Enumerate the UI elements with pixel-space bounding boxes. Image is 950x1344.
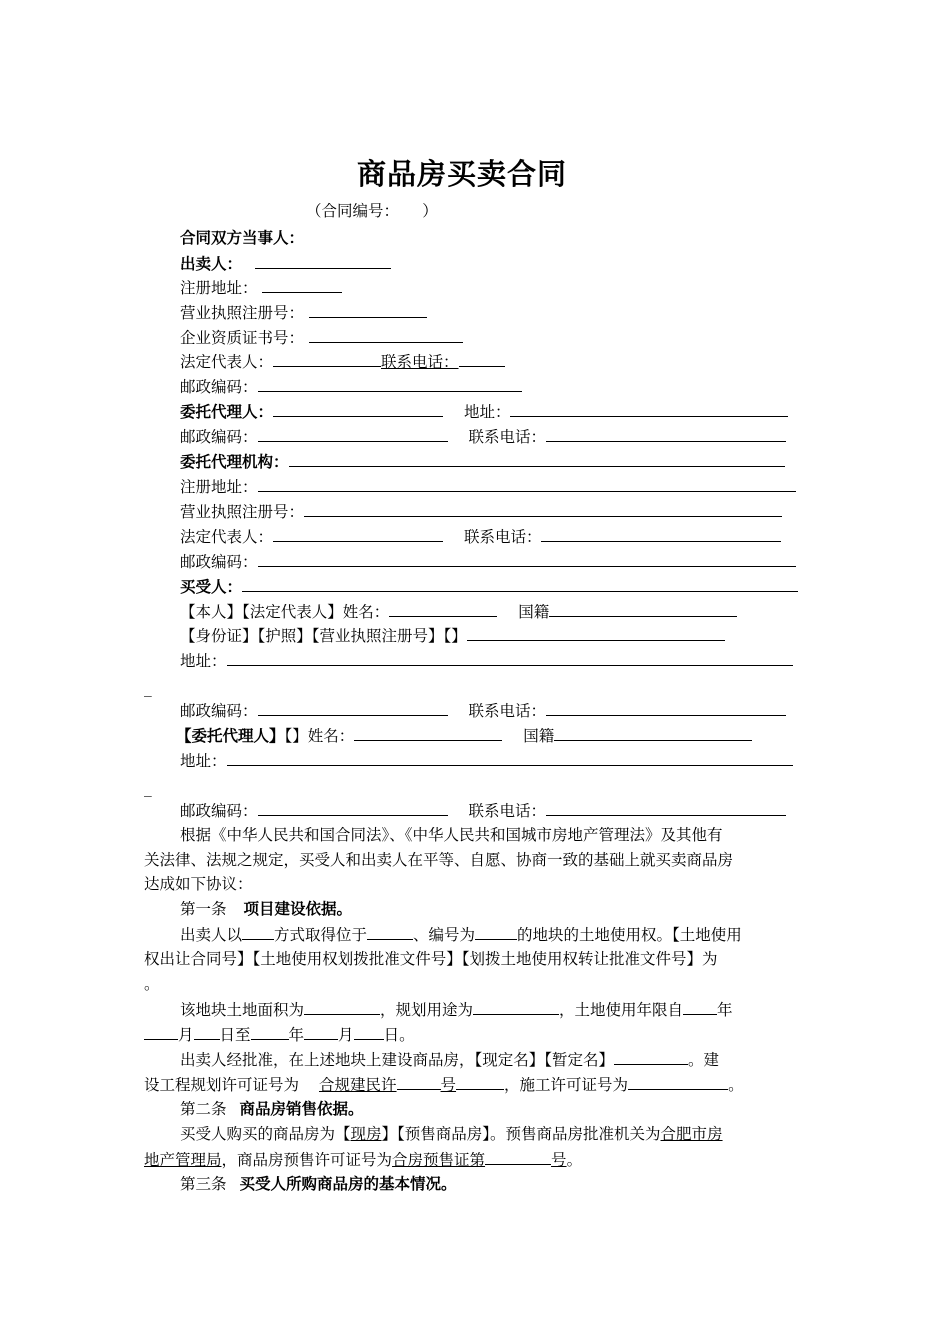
agency-legal-rep-label: 法定代表人：: [180, 528, 274, 546]
house-type-current: 现房: [350, 1125, 382, 1143]
parties-heading: 合同双方当事人：: [180, 229, 305, 247]
article-1-text: 年: [717, 1001, 733, 1019]
article-2-text: 。: [566, 1151, 583, 1169]
buyer-agent-address-row: [180, 750, 793, 771]
article-1-text: 月: [338, 1026, 354, 1044]
seller-license-row: [180, 302, 427, 323]
buyer-id-row: [180, 625, 725, 646]
agent-phone-label: 联系电话：: [468, 428, 546, 446]
article-1-p3-line2: [144, 1074, 744, 1095]
buyer-label: 买受人：: [180, 578, 243, 596]
seller-reg-addr-label: 注册地址：: [180, 279, 258, 297]
article-1-text: 方式取得位于: [274, 926, 368, 944]
article-1-p2-line2: [144, 1024, 415, 1045]
seller-license-field[interactable]: [309, 302, 427, 318]
article-2-p1-line2: [144, 1149, 582, 1170]
buyer-postcode-row: [180, 700, 786, 721]
buyer-agent-postcode-field[interactable]: [258, 800, 448, 816]
land-area-field[interactable]: [304, 999, 380, 1015]
agent-phone-field[interactable]: [546, 426, 786, 442]
article-1-text: ，规划用途为: [380, 1001, 474, 1019]
article-1-p1-line2: 权出让合同号】【土地使用权划拨批准文件号】【划拨土地使用权转让批准文件号】为: [144, 950, 718, 968]
article-2-p1-line1: [180, 1124, 723, 1144]
agency-field[interactable]: [289, 451, 785, 467]
article-1-p2-line1: [180, 999, 733, 1020]
buyer-agent-phone-label: 联系电话：: [468, 802, 546, 820]
agent-postcode-field[interactable]: [258, 426, 448, 442]
buyer-address-field[interactable]: [227, 650, 793, 666]
seller-postcode-field[interactable]: [258, 376, 522, 392]
presale-permit-prefix: 合房预售证第: [392, 1151, 486, 1169]
agency-label: 委托代理机构：: [180, 453, 289, 471]
seller-qualification-field[interactable]: [309, 327, 463, 343]
article-1-heading: [180, 899, 352, 919]
seller-qualification-row: [180, 327, 463, 348]
buyer-agent-phone-field[interactable]: [546, 800, 786, 816]
agency-legal-rep-field[interactable]: [273, 526, 443, 542]
buyer-agent-name-field[interactable]: [354, 725, 502, 741]
buyer-postcode-label: 邮政编码：: [180, 702, 258, 720]
agency-license-row: [180, 501, 782, 522]
agent-address-label: 地址：: [463, 403, 511, 421]
buyer-field[interactable]: [242, 576, 798, 592]
article-1-text: 出卖人经批准，在上述地块上建设商品房，【现定名】【暂定名】: [180, 1051, 615, 1069]
article-1-text: 年: [288, 1026, 305, 1044]
buyer-agent-name-label: 【】姓名：: [284, 727, 355, 745]
agency-postcode-label: 邮政编码：: [180, 553, 258, 571]
article-2-heading: [180, 1099, 363, 1119]
planning-permit-suffix: 号: [440, 1076, 457, 1094]
seller-field[interactable]: [255, 253, 391, 269]
buyer-agent-row: [176, 725, 752, 746]
planning-permit-number-field[interactable]: [397, 1074, 441, 1090]
buyer-address-row: [180, 650, 793, 671]
agent-field[interactable]: [273, 401, 443, 417]
buyer-nationality-label: 国籍: [518, 603, 550, 621]
seller-legal-rep-label: 法定代表人：: [180, 353, 274, 371]
agency-reg-addr-label: 注册地址：: [180, 478, 258, 496]
seller-postcode-row: [180, 376, 522, 397]
article-1-p1-line1: [180, 924, 742, 945]
buyer-id-field[interactable]: [467, 625, 725, 641]
article-1-text: ，土地使用年限自: [559, 1001, 684, 1019]
buyer-name-label: 【本人】【法定代表人】姓名：: [180, 603, 390, 621]
seller-legal-rep-row: [180, 351, 505, 372]
agent-label: 委托代理人：: [180, 403, 274, 421]
approval-authority: 合肥市房: [660, 1125, 723, 1143]
seller-reg-addr-field[interactable]: [262, 277, 342, 293]
preamble-line-2: 关法律、法规之规定，买受人和出卖人在平等、自愿、协商一致的基础上就买卖商品房: [144, 851, 734, 869]
seller-postcode-label: 邮政编码：: [180, 378, 258, 396]
article-1-text: ，施工许可证号为: [504, 1076, 629, 1094]
construction-permit-field[interactable]: [628, 1074, 728, 1090]
seller-row: [180, 253, 391, 274]
article-1-text: 出卖人以: [180, 926, 243, 944]
article-1-p3-line1: [180, 1049, 719, 1070]
article-1-number: 第一条: [180, 900, 227, 918]
planning-permit-tail-field[interactable]: [456, 1074, 504, 1090]
article-1-title: 项目建设依据。: [243, 900, 352, 918]
article-1-text: 月: [178, 1026, 194, 1044]
agency-postcode-row: [180, 551, 796, 572]
buyer-agent-address-label: 地址：: [180, 752, 227, 770]
project-name-field[interactable]: [614, 1049, 688, 1065]
preamble-line-1: 根据《中华人民共和国合同法》、《中华人民共和国城市房地产管理法》及其他有: [180, 826, 723, 844]
approval-authority-continued: 地产管理局: [144, 1151, 222, 1169]
seller-phone-field[interactable]: [459, 351, 505, 367]
end-year-field[interactable]: [251, 1024, 289, 1040]
seller-qualification-label: 企业资质证书号：: [180, 329, 305, 347]
article-2-title: 商品房销售依据。: [239, 1100, 364, 1118]
agent-row: [180, 401, 788, 422]
presale-permit-number-field[interactable]: [485, 1149, 551, 1165]
buyer-agent-nationality-label: 国籍: [523, 727, 555, 745]
article-2-text: ，商品房预售许可证号为: [221, 1151, 393, 1169]
article-1-text: 的地块的土地使用权。【土地使用: [517, 926, 742, 944]
land-number-field[interactable]: [475, 924, 517, 940]
agent-address-field[interactable]: [510, 401, 788, 417]
land-location-field[interactable]: [367, 924, 413, 940]
article-1-text: 日。: [383, 1026, 415, 1044]
seller-legal-rep-field[interactable]: [273, 351, 381, 367]
agency-reg-addr-row: [180, 476, 796, 497]
buyer-postcode-field[interactable]: [258, 700, 448, 716]
agency-phone-label: 联系电话：: [463, 528, 542, 546]
agency-license-label: 营业执照注册号：: [180, 503, 305, 521]
agency-postcode-field[interactable]: [258, 551, 796, 567]
buyer-agent-address-continuation: _: [144, 779, 152, 797]
article-1-text: 日至: [219, 1026, 251, 1044]
article-1-p1-line3: 。: [144, 975, 160, 993]
article-3-heading: [180, 1174, 456, 1194]
article-2-text: 买受人购买的商品房为【: [180, 1125, 351, 1143]
buyer-address-continuation: _: [144, 679, 152, 697]
seller-license-label: 营业执照注册号：: [180, 304, 305, 322]
buyer-address-label: 地址：: [180, 652, 227, 670]
buyer-id-types: 【身份证】【护照】【营业执照注册号】【】: [180, 627, 467, 645]
buyer-agent-nationality-field[interactable]: [554, 725, 752, 741]
agency-phone-field[interactable]: [541, 526, 781, 542]
article-3-number: 第三条: [180, 1175, 227, 1193]
presale-permit-suffix: 号: [551, 1151, 567, 1169]
buyer-agent-address-field[interactable]: [227, 750, 793, 766]
start-day-field[interactable]: [194, 1024, 220, 1040]
start-month-field[interactable]: [144, 1024, 178, 1040]
buyer-nationality-field[interactable]: [549, 601, 737, 617]
seller-reg-addr-row: [180, 277, 342, 298]
end-month-field[interactable]: [304, 1024, 338, 1040]
buyer-agent-label: 【委托代理人】: [176, 727, 285, 745]
start-year-field[interactable]: [683, 999, 717, 1015]
article-2-number: 第二条: [180, 1100, 227, 1118]
agent-postcode-row: [180, 426, 786, 447]
agency-legal-rep-row: [180, 526, 781, 547]
buyer-name-field[interactable]: [389, 601, 497, 617]
article-2-text: 】【预售商品房】。预售商品房批准机关为: [381, 1125, 661, 1143]
acquisition-method-field[interactable]: [242, 924, 274, 940]
article-1-text: 。: [728, 1076, 744, 1094]
contract-number: （合同编号： ）: [306, 202, 438, 220]
article-1-text: 设工程规划许可证号为: [144, 1076, 300, 1094]
article-1-text: 。建: [688, 1051, 720, 1069]
document-title: 商品房买卖合同: [356, 157, 567, 191]
preamble-line-3: 达成如下协议：: [144, 875, 253, 893]
article-3-title: 买受人所购商品房的基本情况。: [239, 1175, 457, 1193]
agency-license-field[interactable]: [304, 501, 782, 517]
agent-postcode-label: 邮政编码：: [180, 428, 258, 446]
buyer-agent-postcode-row: [180, 800, 786, 821]
buyer-phone-label: 联系电话：: [468, 702, 546, 720]
agency-reg-addr-field[interactable]: [258, 476, 796, 492]
article-1-text: 、编号为: [413, 926, 476, 944]
planning-permit-prefix: 合规建民许: [319, 1076, 397, 1094]
buyer-phone-field[interactable]: [546, 700, 786, 716]
buyer-name-row: [180, 601, 737, 622]
agency-row: [180, 451, 785, 472]
seller-label: 出卖人：: [180, 255, 243, 273]
buyer-row: [180, 576, 798, 597]
land-use-field[interactable]: [473, 999, 559, 1015]
buyer-agent-postcode-label: 邮政编码：: [180, 802, 258, 820]
end-day-field[interactable]: [354, 1024, 384, 1040]
seller-phone-label: 联系电话：: [381, 353, 459, 371]
article-1-text: 该地块土地面积为: [180, 1001, 305, 1019]
